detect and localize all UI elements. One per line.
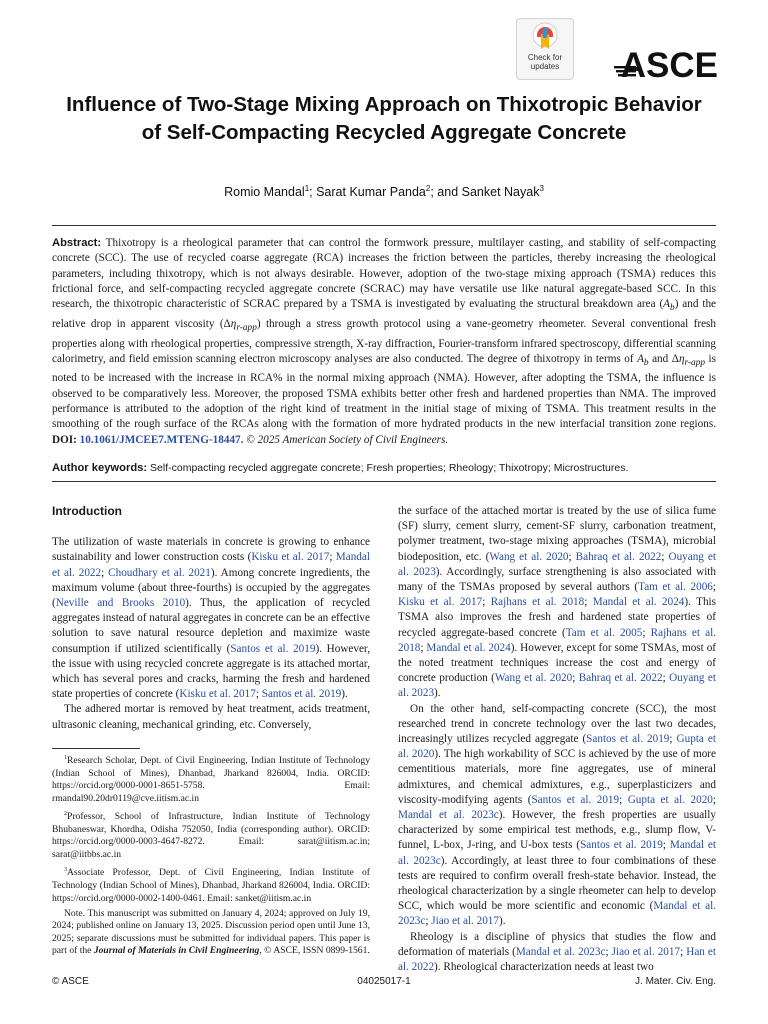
author-name: Romio Mandal <box>224 185 305 200</box>
doi-link[interactable]: 10.1061/JMCEE7.MTENG-18447. <box>79 433 244 446</box>
page-footer <box>52 976 716 990</box>
math-subscript: b <box>670 303 675 314</box>
citation-link[interactable]: Mandal et al. 2023c <box>398 900 717 928</box>
citation-link[interactable]: Bahraq et al. 2022 <box>578 672 663 685</box>
citation-link[interactable]: Ouyang et al. 2023 <box>398 672 716 700</box>
abstract-text: Thixotropy is a rheological parameter that can control the formwork pressure, multilayer casting, and stability of self-compacting concrete (SCC). The use of recycled coarse aggregate (RCA) increases the friction between the particles, thereby increasing the rheological parameters, including thixotropy, which is not always desirable. However, adoption of the two-stage mixing approach (TSMA) reduces this frictional force, and self-compacting recycled aggregate concrete (SCRAC) may have versatile use like natural aggregate-based SCC. In this research, the thixotropic characteristic of SCRAC prepared by a TSMA is investigated by evaluating the structural breakdown area ( <box>52 237 716 311</box>
keywords-bottom-rule <box>52 481 716 482</box>
crossmark-icon <box>532 22 558 52</box>
abstract <box>52 236 716 448</box>
citation-link[interactable]: Mandal et al. 2023c <box>515 945 606 958</box>
author-affiliation-marker: 3 <box>539 184 544 193</box>
citation-link[interactable]: Mandal et al. 2023c <box>398 839 717 867</box>
submission-note: Note. This manuscript was submitted on January 4, 2024; approved on July 19, 2024; published online on January 13, 2025. Discussion period open until June 13, 2025; separate discussions must be submitted for individual papers. This paper is part of the Journal of Materials in Civil Engineering, © ASCE, ISSN 0899-1561. <box>52 907 370 957</box>
author-name: Sarat Kumar Panda <box>316 185 426 200</box>
footnote-1: $^1$Research Scholar, Dept. of Civil Engineering, Indian Institute of Technology (Indian School of Mines), Dhanbad, Jharkand 826004, India. ORCID: https://orcid.org/0000-0001-8651-5758. Email: rmandal90.20dr0119@cve.iitism.ac.in <box>52 755 370 804</box>
citation-link[interactable]: Rajhans et al. 2018 <box>490 596 585 609</box>
article-title: Influence of Two-Stage Mixing Approach on Thixotropic Behavior of Self-Compacting Recycled Aggregate Concrete <box>66 93 702 144</box>
citation-link[interactable]: Wang et al. 2020 <box>489 550 569 563</box>
check-for-updates-badge[interactable] <box>516 18 574 80</box>
author-separator: ; <box>309 185 317 200</box>
abstract-top-rule <box>52 225 716 226</box>
right-paragraph-2: On the other hand, self-compacting concrete (SCC), the most researched trend in concrete technology over the last two decades, increasingly utilizes recycled aggregate (Santos et al. 2019; Gupta et al. 2020). The high workability of SCC is achieved by the use of more cementitious materials, more fine aggregates, use of mineral admixtures, and chemical admixtures, e.g., superplasticizers and viscosity-modifying agents (Santos et al. 2019; Gupta et al. 2020; Mandal et al. 2023c). However, the fresh properties are usually characterized by some empirical test methods, e.g., slump flow, V-funnel, L-box, J-ring, and U-box tests (Santos et al. 2019; Mandal et al. 2023c). Accordingly, at least three to four combinations of these tests are required to confirm overall fresh-state behavior. Instead, the rheological characterization by a single rheometer can help to develop SCC, which would be more scientific and economic (Mandal et al. 2023c; Jiao et al. 2017). <box>398 702 717 928</box>
keywords-label: Author keywords: <box>52 462 148 474</box>
citation-link[interactable]: Rajhans et al. 2018 <box>398 626 716 654</box>
keywords-text: Self-compacting recycled aggregate concrete; Fresh properties; Rheology; Thixotropy; Microstructures. <box>147 462 629 474</box>
section-heading-introduction: Introduction <box>52 504 122 518</box>
citation-link[interactable]: Tam et al. 2005 <box>565 626 643 639</box>
abstract-text: ) through a stress growth protocol using a vane-geometry rheometer. Several conventional fresh properties along with rheological properties, compressive strength, X-ray diffraction, Fourier-transform infrared spectroscopy, differential scanning calorimetry, and field emission scanning electron microscopy analyses are also conducted. The degree of thixotropy in terms of <box>52 317 716 365</box>
footnote-3: $^3$Associate Professor, Dept. of Civil Engineering, Indian Institute of Technology (Indian School of Mines), Dhanbad, Jharkand 826004, India. ORCID: https://orcid.org/0000-0002-1400-0461. Email: sanket@iitism.ac.in <box>52 867 370 904</box>
author-affiliation-marker: 1 <box>304 184 310 193</box>
citation-link[interactable]: Kisku et al. 2017 <box>398 596 483 609</box>
citation-link[interactable]: Mandal et al. 2024 <box>592 596 685 609</box>
footnotes <box>52 752 370 960</box>
asce-logo <box>614 40 718 82</box>
citation-link[interactable]: Kisku et al. 2017 <box>179 688 256 701</box>
author-separator: ; and <box>430 185 462 200</box>
abstract-text: is noted to be increased with the increase in RCA% in the normal mixing approach (NMA). However, after adopting the TSMA, the influence is observed to be comparatively less. Moreover, the proposed TSMA exhibits better other fresh and hardened properties than NMA. The improved performance is attributed to the adoption of the right kind of treatment in the initial stage of mixing of TSMA. This treatment results in the smoothing of the rough surface of the RCAs along with the formation of more hydrated products in the new interfacial transition zone regions. <box>52 352 717 431</box>
doi-label: DOI: <box>52 433 80 446</box>
citation-link[interactable]: Han et al. 2022 <box>398 945 717 974</box>
footnote-2: $^2$Professor, School of Infrastructure, Indian Institute of Technology Bhubaneswar, Khordha, Odisha 752050, India (corresponding author). ORCID: https://orcid.org/0000-0003-4647-8272. Email: sarat@iitism.ac.in; sarat@iitbbs.ac.in <box>52 811 370 861</box>
author-keywords <box>52 461 716 476</box>
math-subscript: r-app <box>236 323 257 334</box>
abstract-label: Abstract: <box>52 237 102 249</box>
citation-link[interactable]: Kisku et al. 2017 <box>251 551 330 564</box>
right-paragraph-1: the surface of the attached mortar is treated by the use of silica fume (SF) slurry, cement slurry, cement-SF slurry, carbonation treatment, polymer treatment, two-stage mixing approaches (TSMA), microbial biodeposition, etc. (Wang et al. 2020; Bahraq et al. 2022; Ouyang et al. 2023). Accordingly, surface strengthening is also associated with many of the TSMAs proposed by several authors (Tam et al. 2006; Kisku et al. 2017; Rajhans et al. 2018; Mandal et al. 2024). This TSMA also improves the fresh and hardened state properties of recycled aggregate-based concrete (Tam et al. 2005; Rajhans et al. 2018; Mandal et al. 2024). However, except for some TSMAs, most of the noted treatment techniques increase the cost and energy of concrete production (Wang et al. 2020; Bahraq et al. 2022; Ouyang et al. 2023). <box>398 505 717 700</box>
copyright-line: © 2025 American Society of Civil Engineers. <box>243 433 449 446</box>
footnote-rule <box>52 748 140 749</box>
citation-link[interactable]: Ouyang et al. 2023 <box>398 550 716 578</box>
citation-link[interactable]: Santos et al. 2019 <box>261 688 342 701</box>
math-symbol: η <box>678 352 685 365</box>
math-symbol: η <box>230 317 237 330</box>
asce-wordmark: ASCE <box>620 46 718 82</box>
citation-link[interactable]: Mandal et al. 2024 <box>426 641 511 654</box>
author-name: Sanket Nayak <box>461 185 540 200</box>
footer-article-number: 04025017-1 <box>357 976 411 987</box>
math-symbol: A <box>637 352 644 365</box>
citation-link[interactable]: Jiao et al. 2017 <box>431 915 499 928</box>
abstract-text: and Δ <box>648 352 679 365</box>
right-paragraph-3: Rheology is a discipline of physics that studies the flow and deformation of materials (Mandal et al. 2023c; Jiao et al. 2017; Han et al. 2022). Rheological characterization needs at least two <box>398 930 717 974</box>
citation-link[interactable]: Santos et al. 2019 <box>531 793 620 806</box>
citation-link[interactable]: Tam et al. 2006 <box>638 581 713 594</box>
citation-link[interactable]: Mandal et al. 2022 <box>52 551 370 579</box>
intro-paragraph-2: The adhered mortar is removed by heat treatment, acids treatment, ultrasonic cleaning, mechanical grinding, etc. Conversely, <box>52 703 370 731</box>
citation-link[interactable]: Mandal et al. 2023c <box>398 809 499 822</box>
citation-link[interactable]: Santos et al. 2019 <box>586 733 670 746</box>
math-subscript: r-app <box>684 358 706 369</box>
citation-link[interactable]: Gupta et al. 2020 <box>627 793 713 806</box>
left-column <box>52 504 370 733</box>
footer-journal-abbrev: J. Mater. Civ. Eng. <box>635 976 716 987</box>
journal-name: Journal of Materials in Civil Engineering <box>93 945 260 957</box>
citation-link[interactable]: Santos et al. 2019 <box>580 839 663 852</box>
abstract-text: ) and the relative drop in apparent viscosity (Δ <box>52 298 717 330</box>
citation-link[interactable]: Santos et al. 2019 <box>230 642 316 655</box>
citation-link[interactable]: Gupta et al. 2020 <box>398 733 716 761</box>
check-for-updates-label: Check for updates <box>527 53 563 71</box>
citation-link[interactable]: Bahraq et al. 2022 <box>575 550 662 563</box>
citation-link[interactable]: Neville and Brooks 2010 <box>55 597 186 610</box>
footer-copyright: © ASCE <box>52 976 89 987</box>
citation-link[interactable]: Wang et al. 2020 <box>494 672 573 685</box>
author-list <box>60 184 708 199</box>
right-column <box>398 504 716 975</box>
math-subscript: b <box>643 358 649 369</box>
citation-link[interactable]: Choudhary et al. 2021 <box>108 566 211 579</box>
intro-paragraph-1: The utilization of waste materials in concrete is growing to enhance sustainability and lower construction costs (Kisku et al. 2017; Mandal et al. 2022; Choudhary et al. 2021). Among concrete ingredients, the maximum volume (about three-fourths) is occupied by the aggregates (Neville and Brooks 2010). Thus, the application of recycled aggregates instead of natural aggregates in concrete can be an effective solution to save natural resource depletion and maximize waste consumption if utilized scientifically (Santos et al. 2019). However, the issue with using recycled concrete aggregate is its attached mortar, which has several pores and cracks, harming the fresh and hardened state properties of concrete (Kisku et al. 2017; Santos et al. 2019). <box>52 536 370 701</box>
citation-link[interactable]: Jiao et al. 2017 <box>611 945 681 958</box>
author-affiliation-marker: 2 <box>425 184 431 193</box>
math-symbol: A <box>663 298 671 311</box>
